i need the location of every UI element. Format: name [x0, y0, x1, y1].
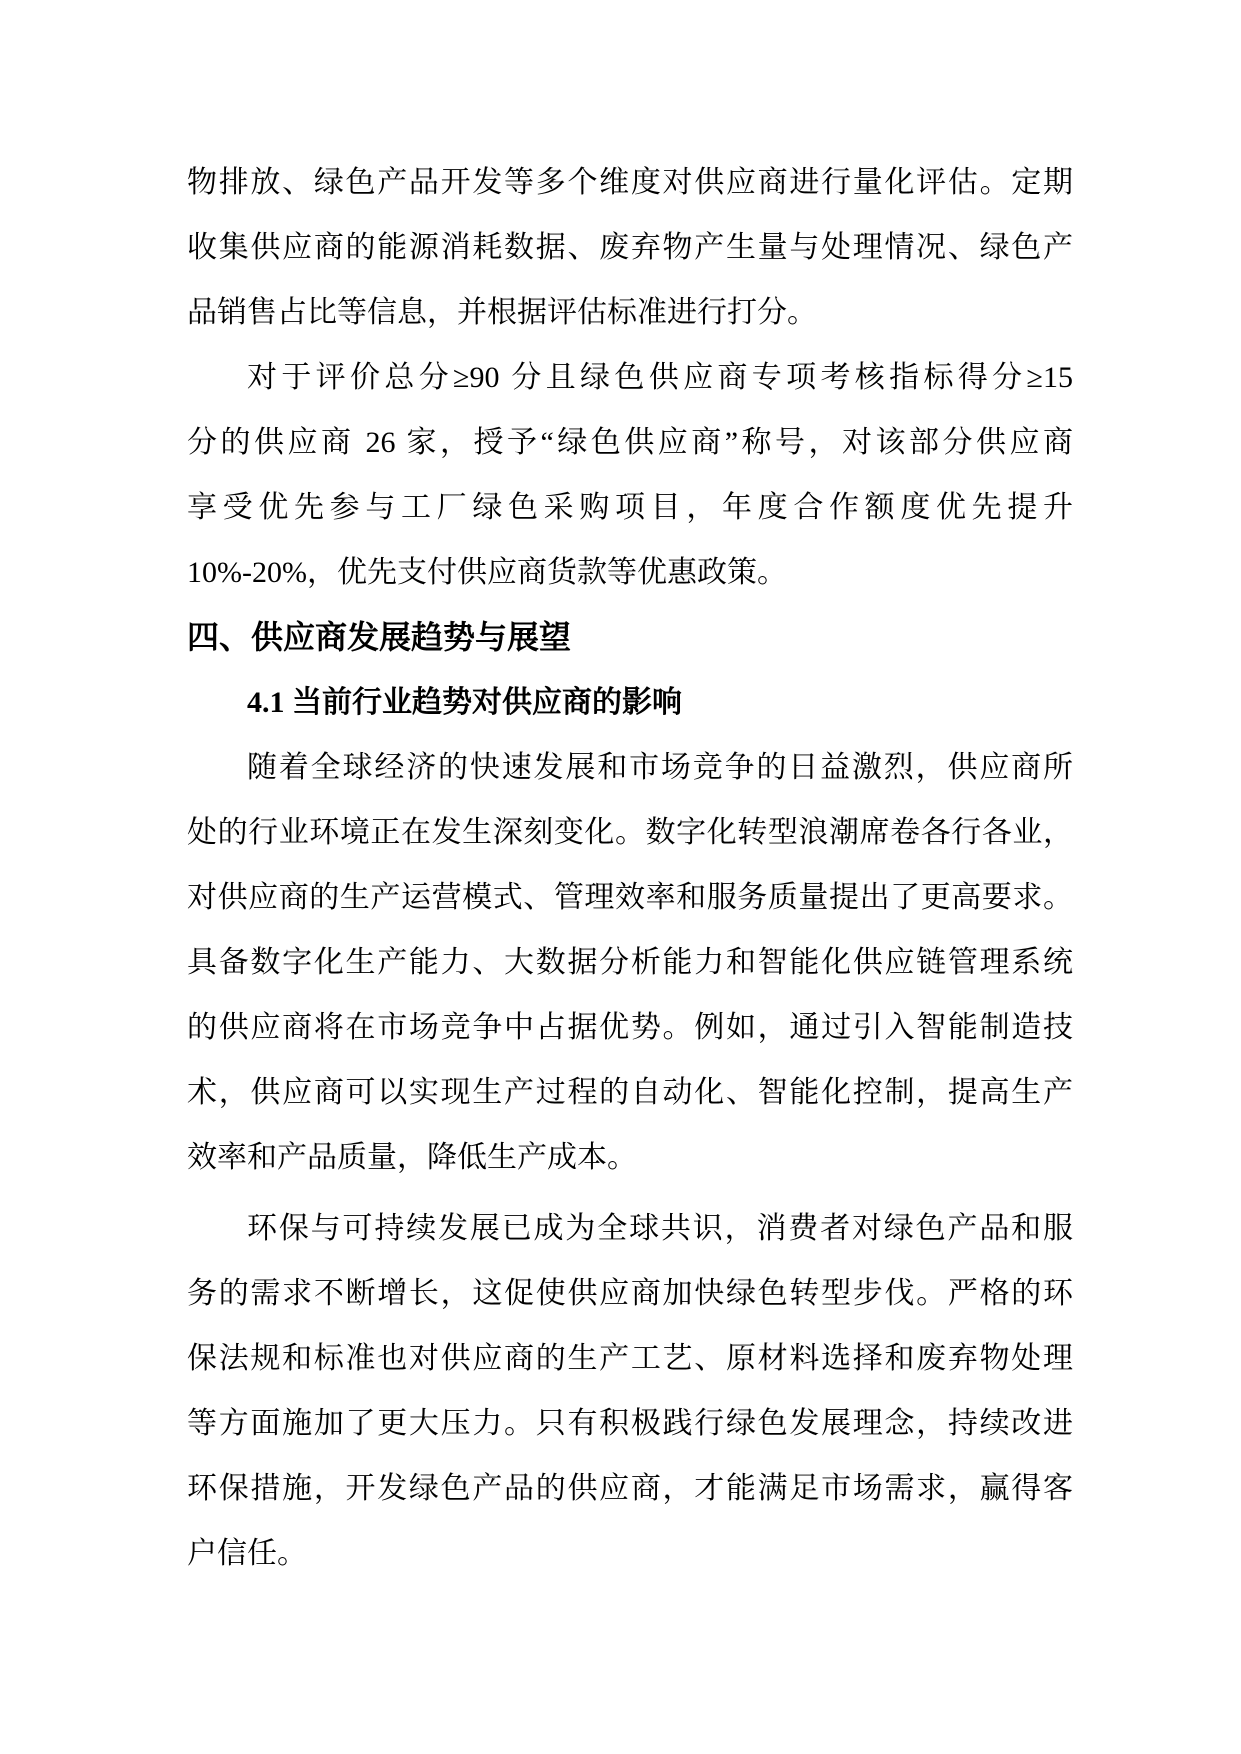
body-line: 对供应商的生产运营模式、管理效率和服务质量提出了更高要求。 — [187, 881, 1073, 914]
body-line: 务的需求不断增长，这促使供应商加快绿色转型步伐。严格的环 — [187, 1277, 1073, 1310]
body-line: 品销售占比等信息，并根据评估标准进行打分。 — [187, 296, 817, 329]
body-line: 的供应商将在市场竞争中占据优势。例如，通过引入智能制造技 — [187, 1011, 1073, 1044]
body-line: 收集供应商的能源消耗数据、废弃物产生量与处理情况、绿色产 — [187, 231, 1073, 264]
body-line: 保法规和标准也对供应商的生产工艺、原材料选择和废弃物处理 — [187, 1342, 1073, 1375]
section-heading: 四、供应商发展趋势与展望 — [187, 619, 572, 655]
body-line: 效率和产品质量，降低生产成本。 — [187, 1141, 637, 1174]
body-line: 随着全球经济的快速发展和市场竞争的日益激烈，供应商所 — [247, 751, 1073, 784]
body-line: 等方面施加了更大压力。只有积极践行绿色发展理念，持续改进 — [187, 1407, 1073, 1440]
body-line: 处的行业环境正在发生深刻变化。数字化转型浪潮席卷各行各业， — [187, 816, 1073, 849]
body-line: 10%-20%，优先支付供应商货款等优惠政策。 — [187, 556, 787, 589]
body-line: 物排放、绿色产品开发等多个维度对供应商进行量化评估。定期 — [187, 166, 1073, 199]
body-line: 对于评价总分≥90 分且绿色供应商专项考核指标得分≥15 — [247, 361, 1073, 394]
body-line: 享受优先参与工厂绿色采购项目，年度合作额度优先提升 — [187, 491, 1073, 524]
body-line: 术，供应商可以实现生产过程的自动化、智能化控制，提高生产 — [187, 1076, 1073, 1109]
body-line: 户信任。 — [187, 1537, 307, 1570]
body-line: 环保与可持续发展已成为全球共识，消费者对绿色产品和服 — [247, 1212, 1073, 1245]
body-line: 分的供应商 26 家，授予“绿色供应商”称号，对该部分供应商 — [187, 426, 1073, 459]
document-text-block — [187, 150, 1073, 1586]
body-line: 环保措施，开发绿色产品的供应商，才能满足市场需求，赢得客 — [187, 1472, 1073, 1505]
subsection-heading: 4.1 当前行业趋势对供应商的影响 — [247, 686, 682, 719]
body-line: 具备数字化生产能力、大数据分析能力和智能化供应链管理系统 — [187, 946, 1073, 979]
